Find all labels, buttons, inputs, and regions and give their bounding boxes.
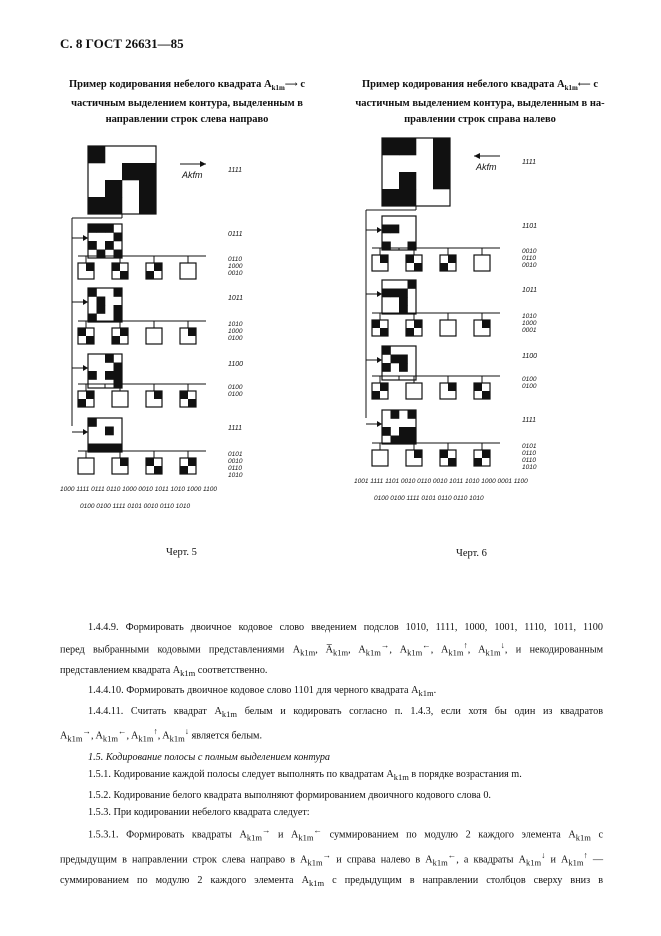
black-cell [114,371,123,380]
black-cell [105,241,114,250]
black-cell [105,180,122,197]
black-cell [408,427,417,436]
para-1-4-4-9-cont: перед выбранными кодовыми представлениями $A_{k1m}$, $A̅_{k1m}$, $A_{k1m}^\to$, $A_{k1m}^\leftarrow$, $A_{k1m}^↑$, $A_{k1m}^↓$, и некодированным [60,639,604,658]
black-cell [97,250,106,259]
black-cell [97,224,106,233]
child-code: 0100 [228,384,243,391]
black-cell [433,172,450,189]
branch-code: 1100 [228,361,244,368]
black-cell [408,242,417,251]
black-cell [414,450,422,458]
black-cell [440,450,448,458]
black-cell [139,180,156,197]
black-cell [406,255,414,263]
black-cell [114,288,123,297]
arrow-head [200,161,206,167]
branch-arrow [83,299,88,305]
caption-left-line2: частичным выделением контура, выделенным в [71,98,303,110]
child-square [78,458,94,474]
branch-code: 1011 [522,287,538,294]
black-cell [448,255,456,263]
branch-code: 0111 [228,231,243,238]
child-code: 1000 [228,328,243,335]
black-cell [88,224,97,233]
figure6-diagram [354,138,537,502]
black-cell [105,371,114,380]
black-cell [399,363,408,372]
child-code: 0110 [522,450,536,457]
black-cell [139,197,156,214]
black-cell [154,391,162,399]
child-square [372,450,388,466]
arrow-right-icon: ⟶ [284,79,298,89]
para-1-5-2: 1.5.2. Кодирование белого квадрата выполняют формированием двоичного кодового слова 0. [88,789,491,801]
black-cell [391,289,400,298]
black-cell [382,427,391,436]
child-code: 1010 [228,321,243,328]
bottom-codewords-1: 1001 1111 1101 0010 0110 0010 1011 1010 1000 0001 1100 [354,478,528,485]
black-cell [146,458,154,466]
arrow-left-icon: ⟵ [577,79,591,89]
black-cell [399,138,416,155]
caption-left-subscript: k1m [271,84,285,93]
para-1-4-4-11: 1.4.4.11. Считать квадрат $A_{k1m}$ белым и кодировать согласно п. 1.4.3, если хотя бы один из квадратов [88,705,604,719]
child-code: 1010 [522,464,537,471]
black-cell [414,320,422,328]
black-cell [440,263,448,271]
para-1-4-4-11-cont: $A_{k1m}^\to$, $A_{k1m}^\leftarrow$, $A_{k1m}^↑$, $A_{k1m}^↓$ является белым. [60,726,263,744]
black-cell [105,224,114,233]
figure6-label: Черт. 6 [456,548,487,559]
child-code: 0110 [522,255,536,262]
black-cell [88,241,97,250]
para-1-4-4-10: 1.4.4.10. Формировать двоичное кодовое слово 1101 для черного квадрата $A_{k1m}$. [88,685,437,699]
black-cell [112,263,120,271]
caption-left-line1: Пример кодирования небелого квадрата A [69,79,272,90]
caption-left-line3: направлении строк слева направо [105,114,269,126]
black-cell [120,271,128,279]
black-cell [474,458,482,466]
child-square [180,263,196,279]
black-cell [78,328,86,336]
child-code: 0010 [228,458,243,465]
black-cell [78,399,86,407]
black-cell [406,328,414,336]
body-text [60,619,603,893]
black-cell [112,336,120,344]
child-code: 1000 [228,263,243,270]
black-cell [372,320,380,328]
branch-code: 1111 [228,425,243,432]
black-cell [448,383,456,391]
black-cell [399,355,408,364]
black-cell [97,305,106,314]
black-cell [114,233,123,242]
black-cell [391,225,400,234]
page-number: С. 8 ГОСТ 26631—85 [60,36,184,51]
child-code: 0010 [228,270,243,277]
black-cell [399,427,408,436]
para-1-4-4-9: 1.4.4.9. Формировать двоичное кодовое слово введением подслов 1010, 1111, 1000, 1001, 1110, 1011, 1100 [88,622,603,633]
black-cell [86,391,94,399]
black-cell [380,328,388,336]
black-cell [382,363,391,372]
black-cell [399,297,408,306]
branch-arrow [83,235,88,241]
black-cell [180,466,188,474]
black-cell [433,155,450,172]
arrow-head [474,153,480,159]
branch-code: 1100 [522,353,538,360]
caption-right-line2: частичным выделением контура, выделенным в на- [355,98,605,110]
child-square [440,320,456,336]
caption-right-subscript: k1m [564,84,578,93]
para-1-5-heading: 1.5. Кодирование полосы с полным выделением контура [88,751,331,763]
child-code: 1010 [522,313,537,320]
child-square [474,255,490,271]
black-cell [482,320,490,328]
black-cell [408,280,417,289]
black-cell [372,391,380,399]
black-cell [474,383,482,391]
para-1-5-3-1: 1.5.3.1. Формировать квадраты $A_{k1m}^\to$ и $A_{k1m}^\leftarrow$ суммированием по модулю 2 каждого элемента $A_{k1m}$ с [88,824,603,843]
child-code: 0100 [228,391,243,398]
black-cell [120,458,128,466]
figure5-label: Черт. 5 [166,547,197,558]
child-code: 0110 [228,465,242,472]
branch-code: 1011 [228,295,244,302]
child-code: 0110 [522,457,536,464]
axis-label: Akfm [182,170,203,180]
black-cell [382,289,391,298]
black-cell [97,297,106,306]
black-cell [188,328,196,336]
para-1-5-1: 1.5.1. Кодирование каждой полосы следует выполнять по квадратам $A_{k1m}$ в порядке возрастания m. [88,769,522,783]
child-code: 1010 [228,472,243,479]
para-1-4-4-9-end: представлением квадрата $A_{k1m}$ соответственно. [60,664,268,678]
child-square [146,328,162,344]
child-code: 0101 [522,443,537,450]
black-cell [154,263,162,271]
black-cell [180,391,188,399]
black-cell [433,138,450,155]
child-code: 0100 [522,383,537,390]
child-code: 1000 [522,320,537,327]
black-cell [154,466,162,474]
black-cell [382,225,391,234]
branch-arrow [83,365,88,371]
child-code: 0010 [522,262,537,269]
black-cell [408,410,417,419]
child-code: 0010 [522,248,537,255]
branch-code: 1101 [522,223,538,230]
black-cell [114,250,123,259]
black-cell [399,172,416,189]
child-code: 0100 [228,335,243,342]
black-cell [391,410,400,419]
child-square [406,383,422,399]
black-cell [86,336,94,344]
black-cell [88,146,105,163]
black-cell [139,163,156,180]
child-code: 0001 [522,327,537,334]
para-1-5-3-1-end: суммированием по модулю 2 каждого элемента $A_{k1m}$ с предыдущим в направлении столбцов сверху вниз в [60,874,604,888]
black-cell [88,288,97,297]
black-cell [88,418,97,427]
branch-arrow [83,429,88,435]
bottom-codewords-1: 1000 1111 0111 0110 1000 0010 1011 1010 1000 1100 [60,486,217,493]
black-cell [399,189,416,206]
black-cell [105,427,114,436]
para-1-5-3: 1.5.3. При кодировании небелого квадрата следует: [88,807,310,819]
child-square [112,391,128,407]
black-cell [105,354,114,363]
black-cell [114,305,123,314]
top-codeword: 1111 [228,167,243,174]
caption-right-suffix: с [593,79,598,90]
black-cell [86,263,94,271]
branch-arrow [377,421,382,427]
black-cell [146,271,154,279]
black-cell [188,458,196,466]
black-cell [382,242,391,251]
black-cell [380,255,388,263]
black-cell [391,355,400,364]
black-cell [382,138,399,155]
black-cell [88,197,105,214]
branch-arrow [377,357,382,363]
black-cell [105,197,122,214]
top-codeword: 1111 [522,159,537,166]
caption-left-suffix: с [300,79,305,90]
black-cell [382,189,399,206]
branch-arrow [377,227,382,233]
black-cell [122,163,139,180]
caption-right-line1: Пример кодирования небелого квадрата A [362,79,565,90]
black-cell [188,399,196,407]
black-cell [414,263,422,271]
child-code: 0101 [228,451,243,458]
black-cell [448,458,456,466]
branch-code: 1111 [522,417,537,424]
black-cell [380,383,388,391]
black-cell [88,371,97,380]
black-cell [382,346,391,355]
black-cell [482,391,490,399]
black-cell [114,363,123,372]
black-cell [482,450,490,458]
para-1-5-3-1-cont: предыдущим в направлении строк слева направо в $A_{k1m}^\to$ и справа налево в $A_{k1m}^\leftarrow$, а квадраты $A_{k1m}^↓$ и $A_{k1m}^↑$ — [60,849,604,868]
black-cell [120,328,128,336]
caption-right-line3: правлении строк справа налево [404,114,556,126]
branch-arrow [377,291,382,297]
child-code: 0110 [228,256,242,263]
axis-label: Akfm [476,162,497,172]
child-code: 0100 [522,376,537,383]
figure5-diagram [60,146,243,510]
black-cell [399,289,408,298]
bottom-codewords-2: 0100 0100 1111 0101 0110 0110 1010 [374,495,484,502]
bottom-codewords-2: 0100 0100 1111 0101 0010 0110 1010 [80,503,191,510]
